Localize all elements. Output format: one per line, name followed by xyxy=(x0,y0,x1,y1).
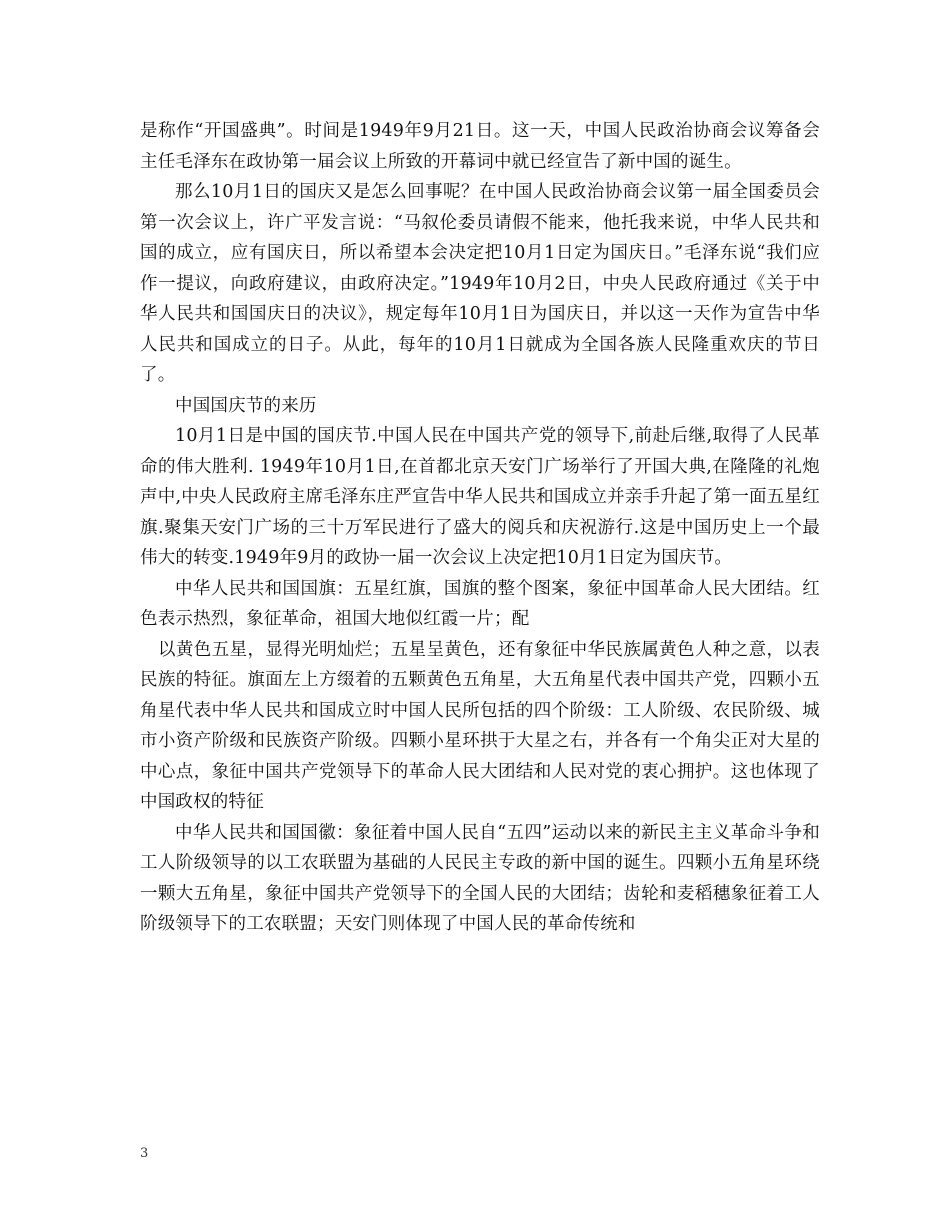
paragraph-flag-stars: 以黄色五星，显得光明灿烂；五星呈黄色，还有象征中华民族属黄色人种之意，以表民族的特征。旗面左上方缀着的五颗黄色五角星，大五角星代表中国共产党，四颗小五角星代表中华人民共和国成立时中国人民所包括的四个阶级：工人阶级、农民阶级、城市小资产阶级和民族资产阶级。四颗小星环拱于大星之右，并各有一个角尖正对大星的中心点，象征中国共产党领导下的革命人民大团结和人民对党的衷心拥护。这也体现了中国政权的特征 xyxy=(140,639,820,812)
paragraph-national-emblem: 中华人民共和国国徽：象征着中国人民自“五四”运动以来的新民主主义革命斗争和工人阶级领导的以工农联盟为基础的人民民主专政的新中国的诞生。四颗小五角星环绕一颗大五角星，象征中国共产党领导下的全国人民的大团结；齿轮和麦稻穗象征着工人阶级领导下的工农联盟；天安门则体现了中国人民的革命传统和 xyxy=(140,822,820,934)
section-heading: 中国国庆节的来历 xyxy=(175,395,317,416)
paragraph-national-flag: 中华人民共和国国旗：五星红旗，国旗的整个图案，象征中国革命人民大团结。红色表示热烈，象征革命，祖国大地似红霞一片；配 xyxy=(140,578,820,629)
paragraph-founding-ceremony: 10月1日是中国的国庆节.中国人民在中国共产党的领导下,前赴后继,取得了人民革命的伟大胜利. 1949年10月1日,在首都北京天安门广场举行了开国大典,在隆隆的礼炮声中,中央人民政府主席毛泽东庄严宣告中华人民共和国成立并亲手升起了第一面五星红旗.聚集天安门广场的三十万军民进行了盛大的阅兵和庆祝游行.这是中国历史上一个最伟大的转变.1949年9月的政协一届一次会议上决定把10月1日定为国庆节。 xyxy=(140,426,820,568)
paragraph-national-day-origin: 那么10月1日的国庆又是怎么回事呢？在中国人民政治协商会议第一届全国委员会第一次会议上，许广平发言说：“马叙伦委员请假不能来，他托我来说，中华人民共和国的成立，应有国庆日，所以希望本会决定把10月1日定为国庆日。”毛泽东说“我们应作一提议，向政府建议，由政府决定。”1949年10月2日，中央人民政府通过《关于中华人民共和国国庆日的决议》，规定每年10月1日为国庆日，并以这一天作为宣告中华人民共和国成立的日子。从此，每年的10月1日就成为全国各族人民隆重欢庆的节日了。 xyxy=(140,182,820,385)
document-body xyxy=(140,116,820,940)
page-number: 3 xyxy=(140,1146,149,1161)
paragraph-continuation: 是称作“开国盛典”。时间是1949年9月21日。这一天，中国人民政治协商会议筹备会主任毛泽东在政协第一届会议上所致的开幕词中就已经宣告了新中国的诞生。 xyxy=(140,121,820,172)
